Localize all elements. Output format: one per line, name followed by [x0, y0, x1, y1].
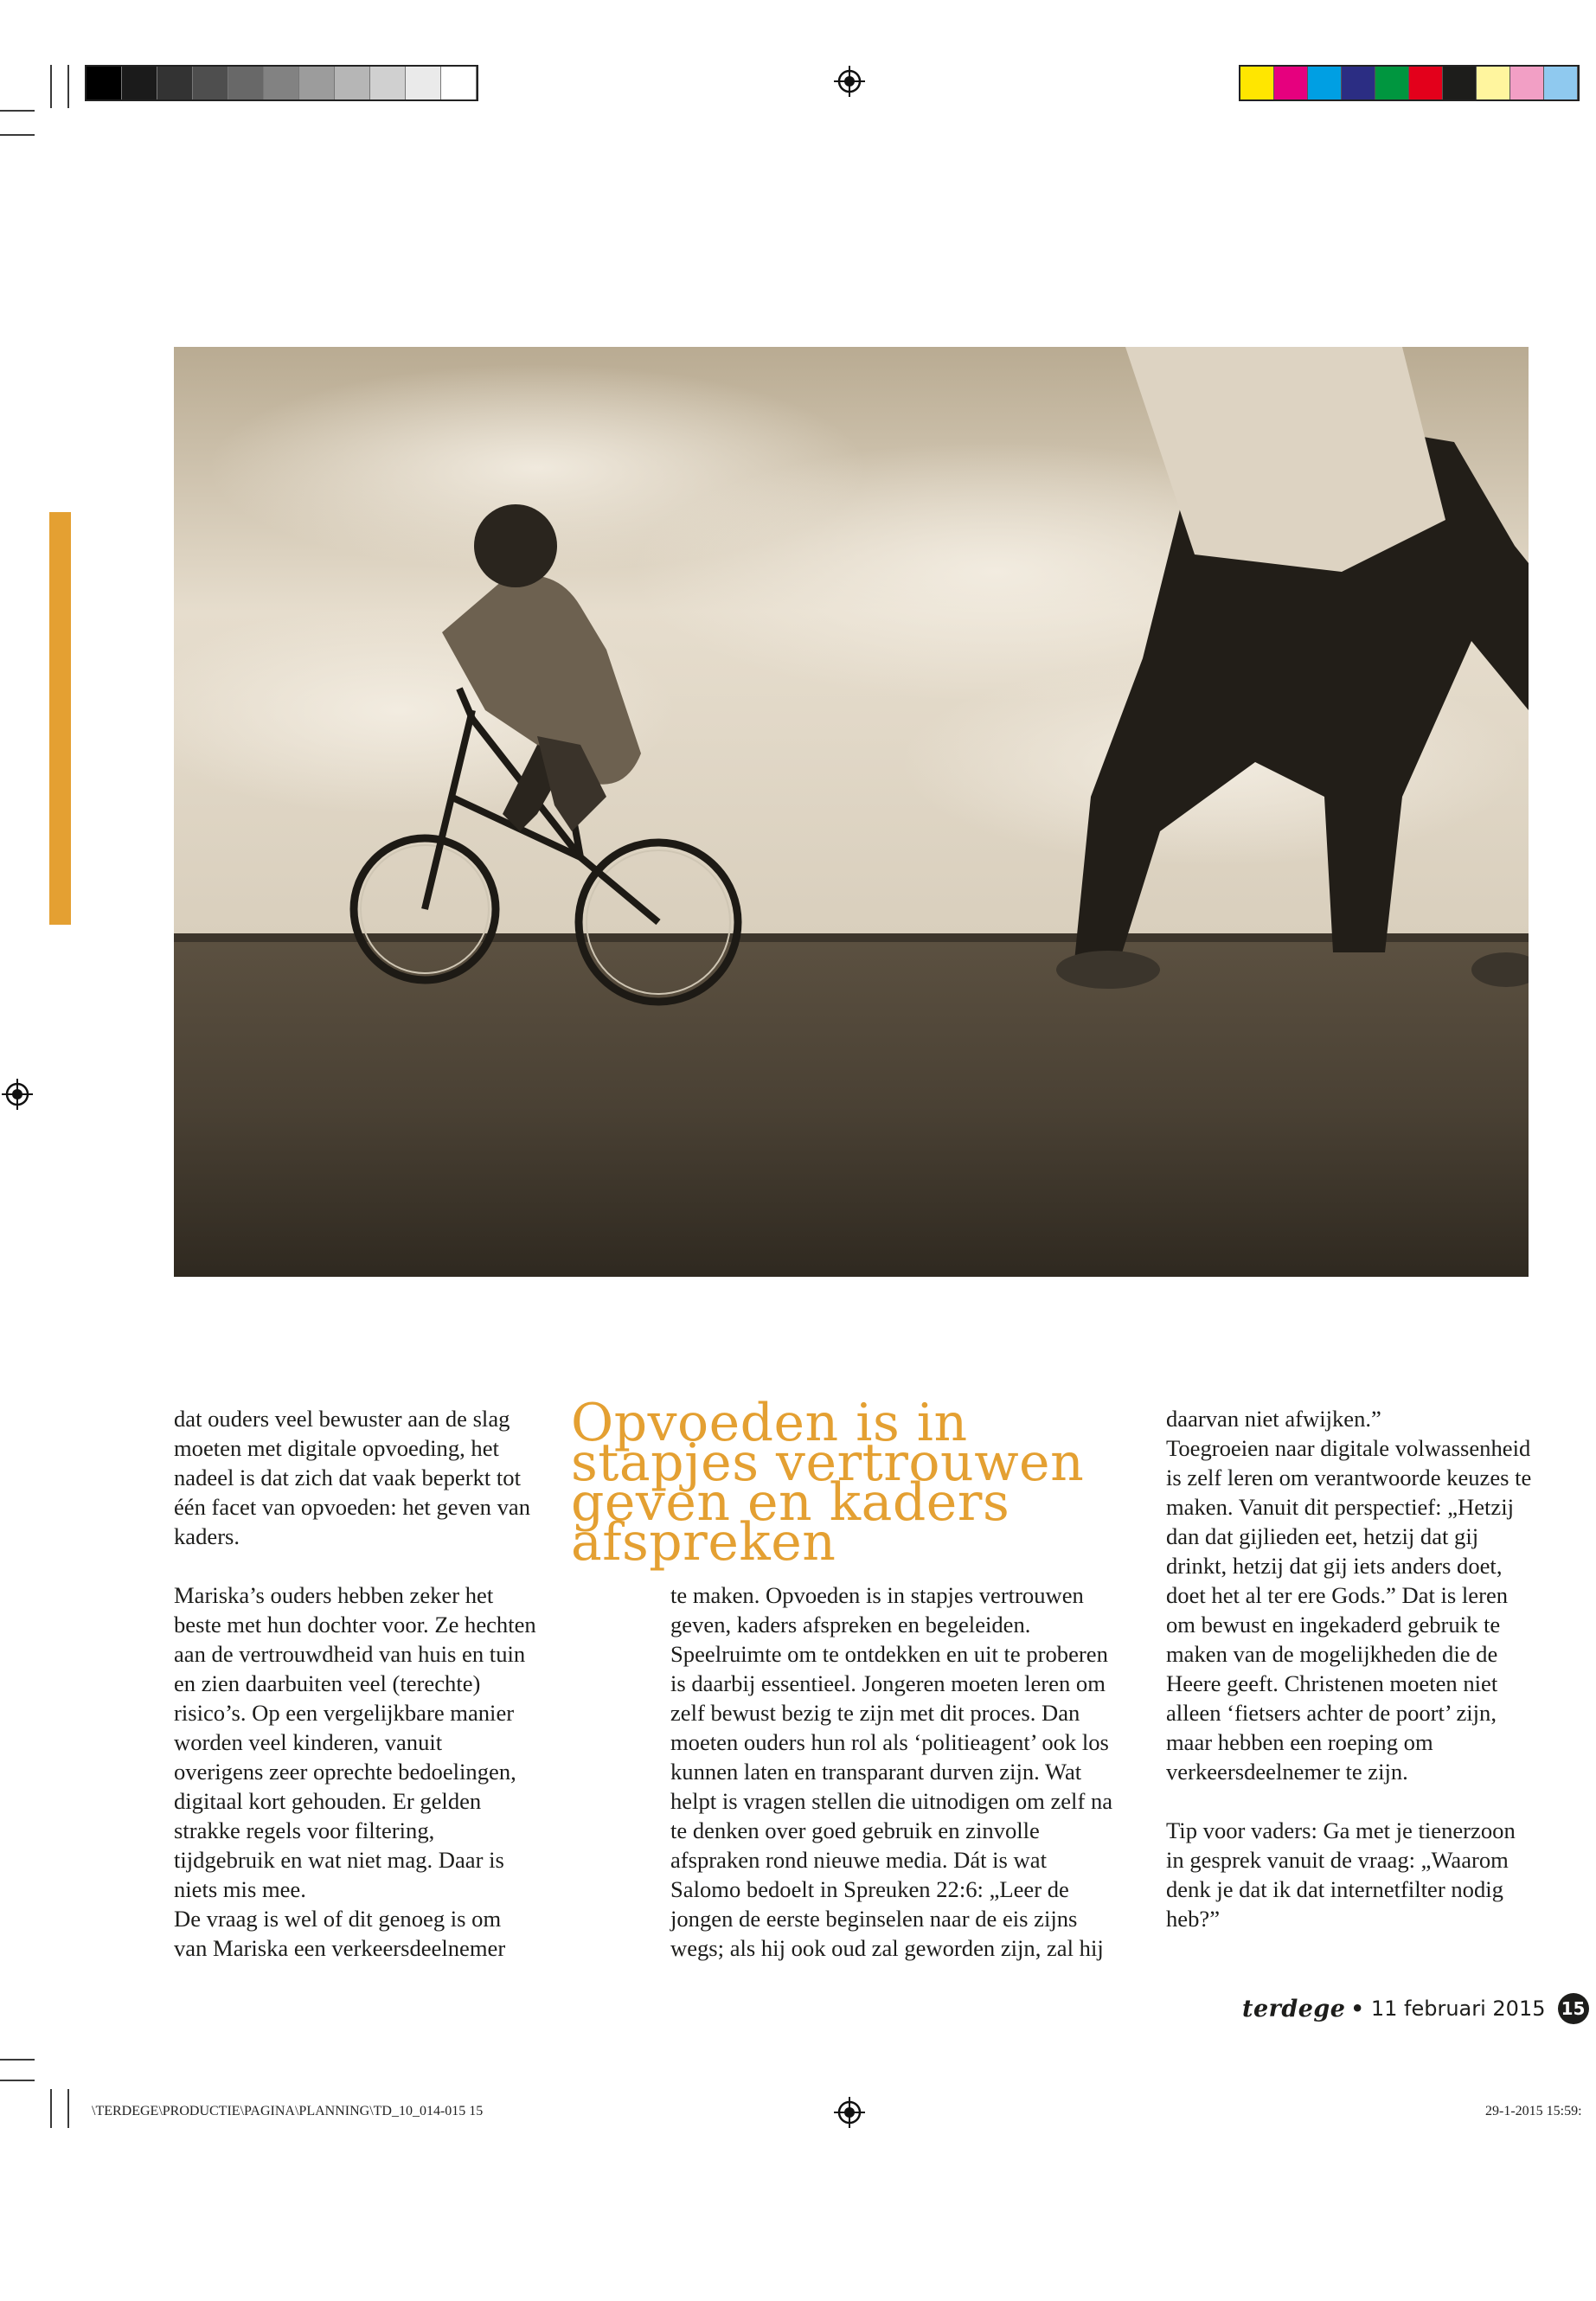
crop-mark	[50, 2089, 52, 2128]
paragraph: Mariska’s ouders hebben zeker het beste met hun dochter voor. Ze hechten aan de vertrouwdheid van huis en tuin en zien daarbuiten veel (terechte) risico’s. Op een vergelijkbare manier worden veel kinderen, vanuit overigens zeer oprechte bedoelingen, digitaal kort gehouden. Er gelden strakke regels voor filtering, tijdgebruik en wat niet mag. Daar is niets mis mee.	[174, 1582, 536, 1902]
color-swatch	[1240, 67, 1274, 99]
color-swatch	[1375, 67, 1409, 99]
color-swatch	[1544, 67, 1578, 99]
paragraph: daarvan niet afwijken.”	[1166, 1406, 1381, 1432]
color-swatch	[1409, 67, 1443, 99]
crop-mark	[0, 2080, 35, 2081]
article-column-middle	[670, 1580, 1120, 1963]
production-slug-timestamp: 29-1-2015 15:59:	[1485, 2104, 1582, 2118]
photo-child-cycling-icon	[174, 347, 1529, 1277]
color-swatch	[1477, 67, 1510, 99]
gray-swatch	[122, 67, 157, 99]
crop-mark	[50, 65, 52, 108]
pull-quote: Opvoeden is in stapjes vertrouwen geven en kaders afspreken	[571, 1393, 1085, 1573]
paragraph: De vraag is wel of dit genoeg is om van Mariska een verkeersdeelnemer	[174, 1906, 506, 1961]
article-column-left	[174, 1404, 537, 1963]
color-swatch	[1342, 67, 1375, 99]
color-swatch	[1510, 67, 1544, 99]
gray-swatch	[157, 67, 193, 99]
section-accent-bar	[49, 512, 71, 925]
gray-swatch	[228, 67, 264, 99]
process-color-strip	[1239, 65, 1580, 101]
article-column-right	[1166, 1404, 1534, 1933]
issue-date: 11 februari 2015	[1370, 1997, 1546, 2021]
color-swatch	[1274, 67, 1308, 99]
page-number: 15	[1558, 1993, 1589, 2024]
crop-mark	[0, 134, 35, 136]
crop-mark	[67, 2089, 69, 2128]
paragraph: Toegroeien naar digitale volwassenheid is zelf leren om verantwoorde keuzes te maken. Vanuit dit perspectief: „Hetzij dan dat gijlieden eet, hetzij dat gij drinkt, hetzij dat gij iets anders doet, doet het al ter ere Gods.” Dat is leren om bewust en ingekaderd gebruik te maken van de mogelijkheden die de Heere geeft. Christenen moeten niet alleen ‘fietsers achter de poort’ zijn, maar hebben een roeping om verkeersdeelnemer te zijn.	[1166, 1435, 1532, 1785]
paragraph: dat ouders veel bewuster aan de slag moeten met digitale opvoeding, het nadeel is dat zich dat vaak beperkt tot één facet van opvoeden: het geven van kaders.	[174, 1406, 531, 1549]
paragraph: te maken. Opvoeden is in stapjes vertrouwen geven, kaders afspreken en begeleiden. Speelruimte om te ontdekken en uit te proberen is daarbij essentieel. Jongeren moeten leren om zelf bewust bezig te zijn met dit proces. Dan moeten ouders hun rol als ‘politieagent’ ook los kunnen laten en transparant durven zijn. Wat helpt is vragen stellen die uitnodigen om zelf na te denken over goed gebruik en zinvolle afspraken rond nieuwe media. Dát is wat Salomo bedoelt in Spreuken 22:6: „Leer de jongen de eerste beginselen naar de eis zijns wegs; als hij ook oud zal geworden zijn, zal hij	[670, 1582, 1113, 1961]
registration-mark-icon	[2, 1079, 33, 1110]
paragraph: Tip voor vaders: Ga met je tienerzoon in gesprek vanuit de vraag: „Waarom denk je dat ik dat internetfilter nodig heb?”	[1166, 1817, 1516, 1932]
magazine-logo: terdege	[1242, 1995, 1346, 2022]
crop-mark	[67, 65, 69, 108]
color-swatch	[1308, 67, 1342, 99]
footer-separator: •	[1350, 1997, 1364, 2021]
gray-swatch	[441, 67, 477, 99]
crop-mark	[0, 110, 35, 112]
gray-swatch	[370, 67, 406, 99]
production-slug-path: \TERDEGE\PRODUCTIE\PAGINA\PLANNING\TD_10_014-015 15	[92, 2104, 484, 2118]
gray-swatch	[193, 67, 228, 99]
registration-mark-icon	[834, 66, 865, 97]
color-swatch	[1443, 67, 1477, 99]
gray-swatch	[87, 67, 122, 99]
gray-swatch	[406, 67, 441, 99]
crop-mark	[0, 2059, 35, 2061]
page-footer	[1242, 1991, 1589, 2026]
gray-swatch	[264, 67, 299, 99]
registration-mark-icon	[834, 2097, 865, 2128]
photo-child-cycling	[174, 347, 1529, 1277]
gray-swatch	[299, 67, 335, 99]
gray-swatch	[335, 67, 370, 99]
grayscale-color-strip	[85, 65, 478, 101]
